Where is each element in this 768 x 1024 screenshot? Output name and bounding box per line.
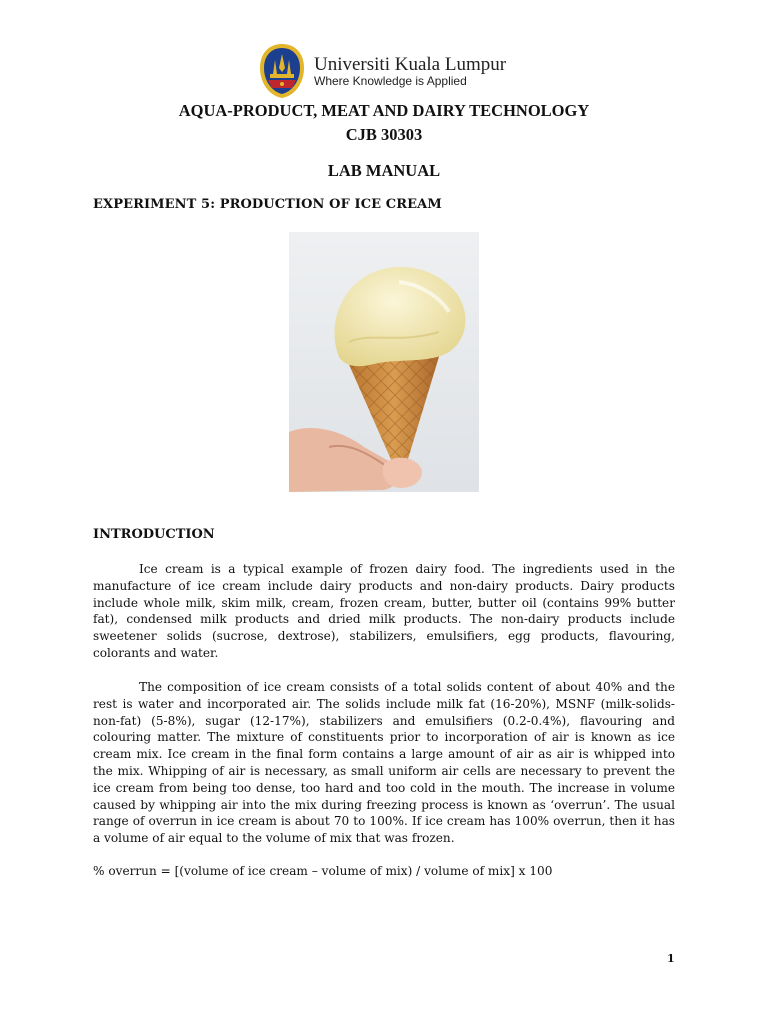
course-code: CJB 30303: [345, 125, 423, 144]
university-tagline: Where Knowledge is Applied: [314, 73, 467, 88]
university-name: Universiti Kuala Lumpur: [314, 53, 507, 75]
university-seal-icon: [258, 42, 306, 100]
experiment-title: EXPERIMENT 5: PRODUCTION OF ICE CREAM: [93, 197, 442, 212]
overrun-formula: % overrun = [(volume of ice cream – volume of mix) / volume of mix] x 100: [93, 864, 553, 878]
introduction-paragraph-1: Ice cream is a typical example of frozen dairy food. The ingredients used in the manufacture of ice cream include dairy products and non-dairy products. Dairy products include whole milk, skim milk, cream, frozen cream, butter, butter oil (contains 99% butter fat), condensed milk products and dried milk products. The non-dairy products include sweetener solids (sucrose, dextrose), stabilizers, emulsifiers, egg products, flavouring, colorants and water.: [93, 562, 675, 660]
university-logo: [258, 42, 506, 100]
course-title: AQUA-PRODUCT, MEAT AND DAIRY TECHNOLOGY: [178, 101, 590, 120]
introduction-paragraph-2: The composition of ice cream consists of a total solids content of about 40% and the rest is water and incorporated air. The solids include milk fat (16-20%), MSNF (milk-solids-non-fat) (5-8%), sugar (12-17%), stabilizers and emulsifiers (0.2-0.4%), flavouring and colouring matter. The mixture of constituents prior to incorporation of air is known as ice cream mix. Ice cream in the final form contains a large amount of air as air is whipped into the mix. Whipping of air is necessary, as small uniform air cells are necessary to prevent the ice cream from being too dense, too hard and too cold in the mouth. The increase in volume caused by whipping air into the mix during freezing process is known as ‘overrun’. The usual range of overrun in ice cream is about 70 to 100%. If ice cream has 100% overrun, then it has a volume of air equal to the volume of mix that was frozen.: [93, 680, 675, 846]
ice-cream-cone-photo: [289, 232, 479, 492]
introduction-heading: INTRODUCTION: [93, 527, 215, 542]
page-number: 1: [667, 952, 675, 965]
logo-text: [314, 55, 506, 88]
document-type: LAB MANUAL: [327, 161, 441, 180]
